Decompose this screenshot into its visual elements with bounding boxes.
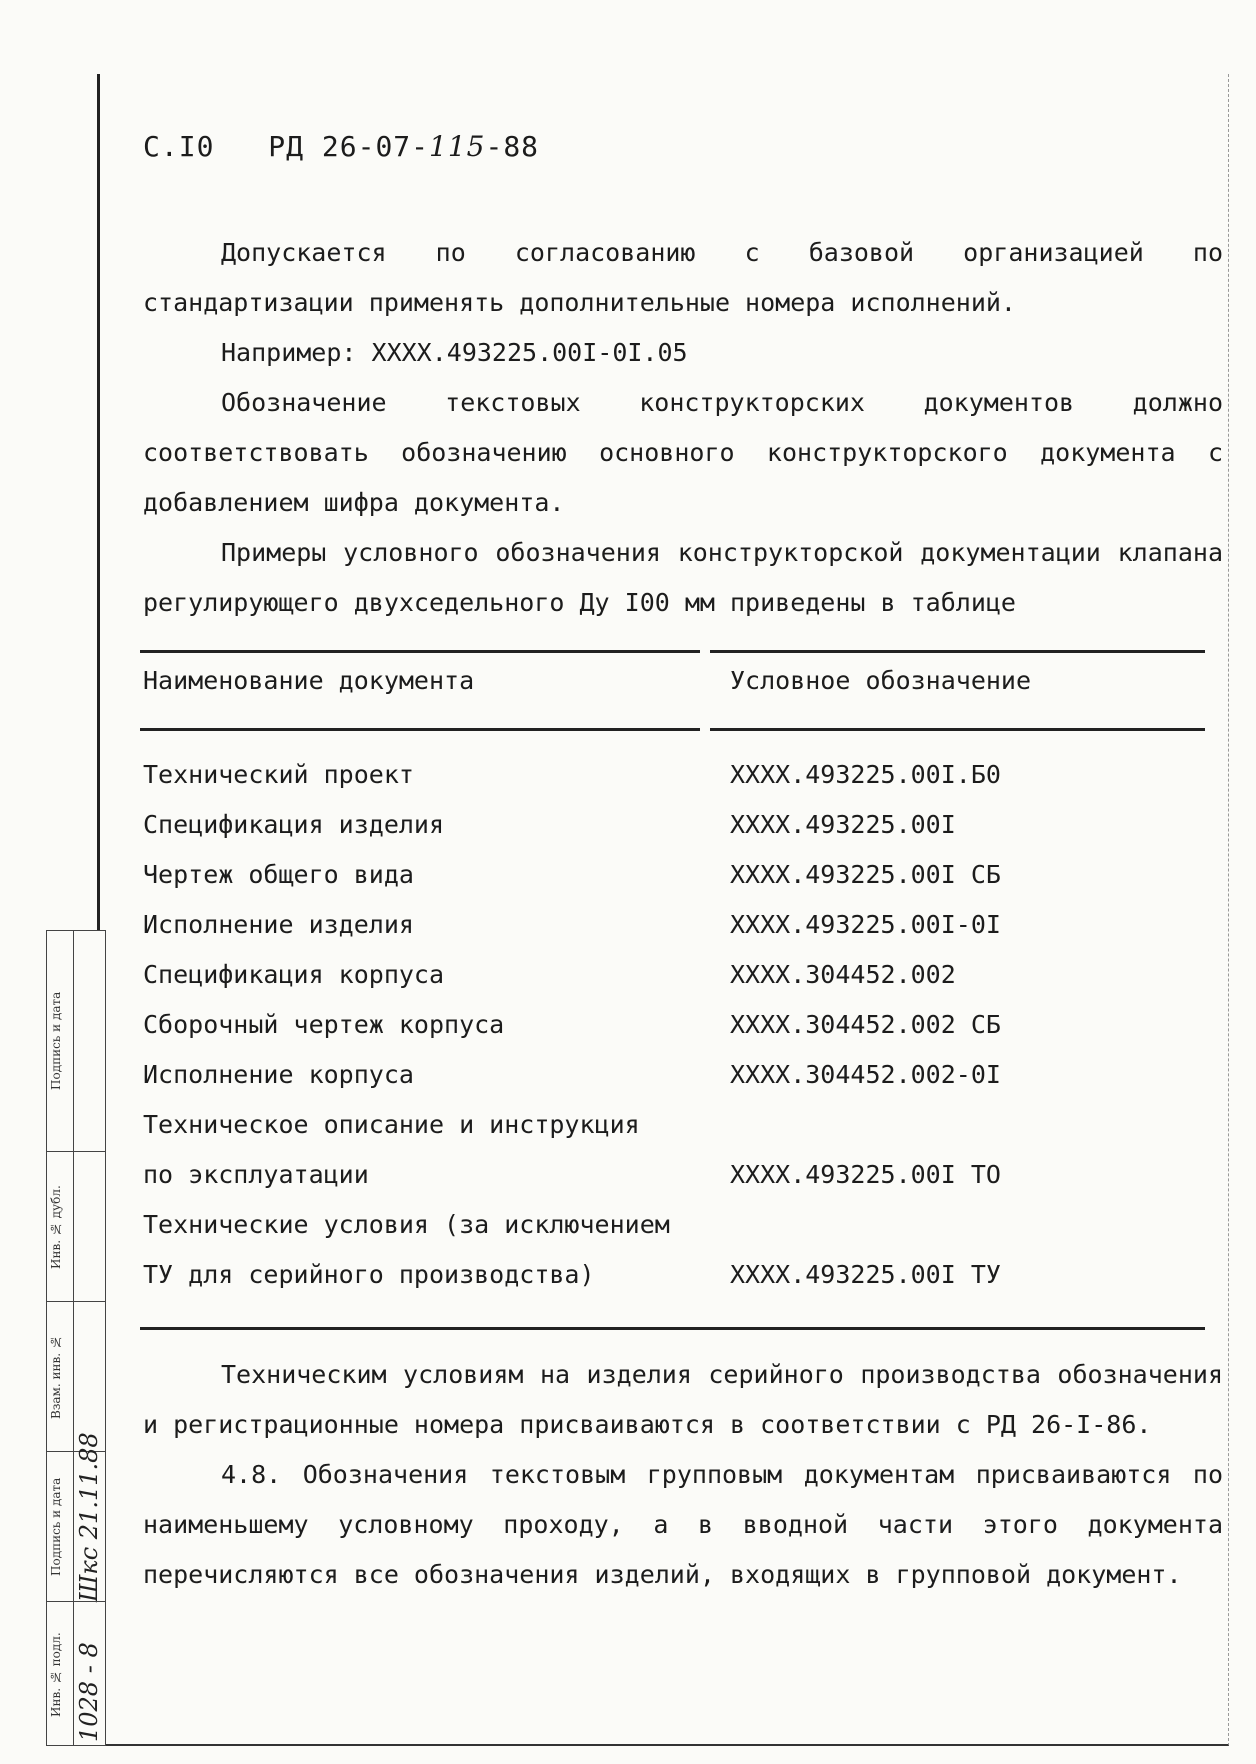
table-header-rule-left <box>140 728 700 731</box>
row-doc-name: Техническое описание и инструкция <box>143 1110 640 1139</box>
table-top-rule-left <box>140 650 700 653</box>
stamp-label-inv-dubl: Инв. № дубл. <box>49 1185 63 1269</box>
stamp-label-inv-orig: Инв. № подл. <box>49 1632 63 1718</box>
row-doc-name: Технические условия (за исключением <box>143 1210 670 1239</box>
row-doc-code: XXXX.493225.00I ТО <box>730 1160 1001 1189</box>
stamp-label-vzam: Взам. инв. № <box>49 1335 63 1419</box>
table-header-code: Условное обозначение <box>730 666 1032 695</box>
table-top-rule-right <box>710 650 1205 653</box>
stamp-label-sign-date-1: Подпись и дата <box>49 1477 63 1577</box>
row-doc-name: Исполнение изделия <box>143 910 414 939</box>
doc-designation-handwritten: 115 <box>429 130 486 163</box>
row-doc-name: Спецификация изделия <box>143 810 445 839</box>
paragraph-example: Например: XXXX.493225.00I-0I.05 <box>221 338 688 367</box>
row-doc-name: Спецификация корпуса <box>143 960 445 989</box>
table-header-name: Наименование документа <box>143 666 475 695</box>
paragraph-text-docs: Обозначение текстовых конструкторских документов должно соответствовать обозначению основного конструкторского документа с добавлением шифра документа. <box>143 388 1223 517</box>
table-header-rule-right <box>710 728 1205 731</box>
row-doc-name: Исполнение корпуса <box>143 1060 414 1089</box>
stamp-handwritten-signature: Шкс 21.11.88 <box>75 1432 103 1602</box>
row-doc-code: XXXX.304452.002 <box>730 960 956 989</box>
row-doc-code: XXXX.493225.00I-0I <box>730 910 1001 939</box>
paragraph-permission: Допускается по согласованию с базовой организацией по стандартизации применять дополнительные номера исполнений. <box>143 238 1223 317</box>
stamp-cell-inv-orig <box>47 1601 105 1747</box>
page-number: С.I0 <box>143 130 215 163</box>
margin-stamp <box>46 930 106 1746</box>
row-doc-name: по эксплуатации <box>143 1160 369 1189</box>
row-doc-name: Сборочный чертеж корпуса <box>143 1010 505 1039</box>
row-doc-code: XXXX.493225.00I <box>730 810 956 839</box>
doc-designation-suffix: -88 <box>485 130 540 163</box>
paragraph-examples-intro: Примеры условного обозначения конструкторской документации клапана регулирующего двухседельного Ду I00 мм приведены в таблице <box>143 538 1223 617</box>
stamp-cell-sign-date-1 <box>47 1432 105 1602</box>
stamp-cell-vzam <box>47 1301 105 1451</box>
row-doc-code: XXXX.493225.00I.Б0 <box>730 760 1001 789</box>
row-doc-name: ТУ для серийного производства) <box>143 1260 595 1289</box>
paragraph-tu-registration: Техническим условиям на изделия серийного производства обозначения и регистрационные номера присваиваются в соответствии с РД 26-I-86. <box>143 1360 1223 1439</box>
row-doc-name: Технический проект <box>143 760 414 789</box>
row-doc-code: XXXX.304452.002-0I <box>730 1060 1001 1089</box>
row-doc-code: XXXX.493225.00I СБ <box>730 860 1001 889</box>
row-doc-code: XXXX.304452.002 СБ <box>730 1010 1001 1039</box>
page-header <box>143 130 539 163</box>
row-doc-code: XXXX.493225.00I ТУ <box>730 1260 1001 1289</box>
table-bottom-rule <box>140 1327 1205 1330</box>
stamp-label-sign-date-2: Подпись и дата <box>49 991 63 1091</box>
row-doc-name: Чертеж общего вида <box>143 860 414 889</box>
doc-designation-prefix: РД 26-07- <box>268 130 430 163</box>
paragraph-4-8: 4.8. Обозначения текстовым групповым документам присваиваются по наименьшему условному проходу, а в вводной части этого документа перечисляются все обозначения изделий, входящих в групповой документ. <box>143 1460 1223 1589</box>
stamp-cell-inv-dubl <box>47 1151 105 1301</box>
stamp-cell-sign-date-2 <box>47 931 105 1151</box>
stamp-handwritten-inv-number: 1028 - 8 <box>75 1642 103 1742</box>
